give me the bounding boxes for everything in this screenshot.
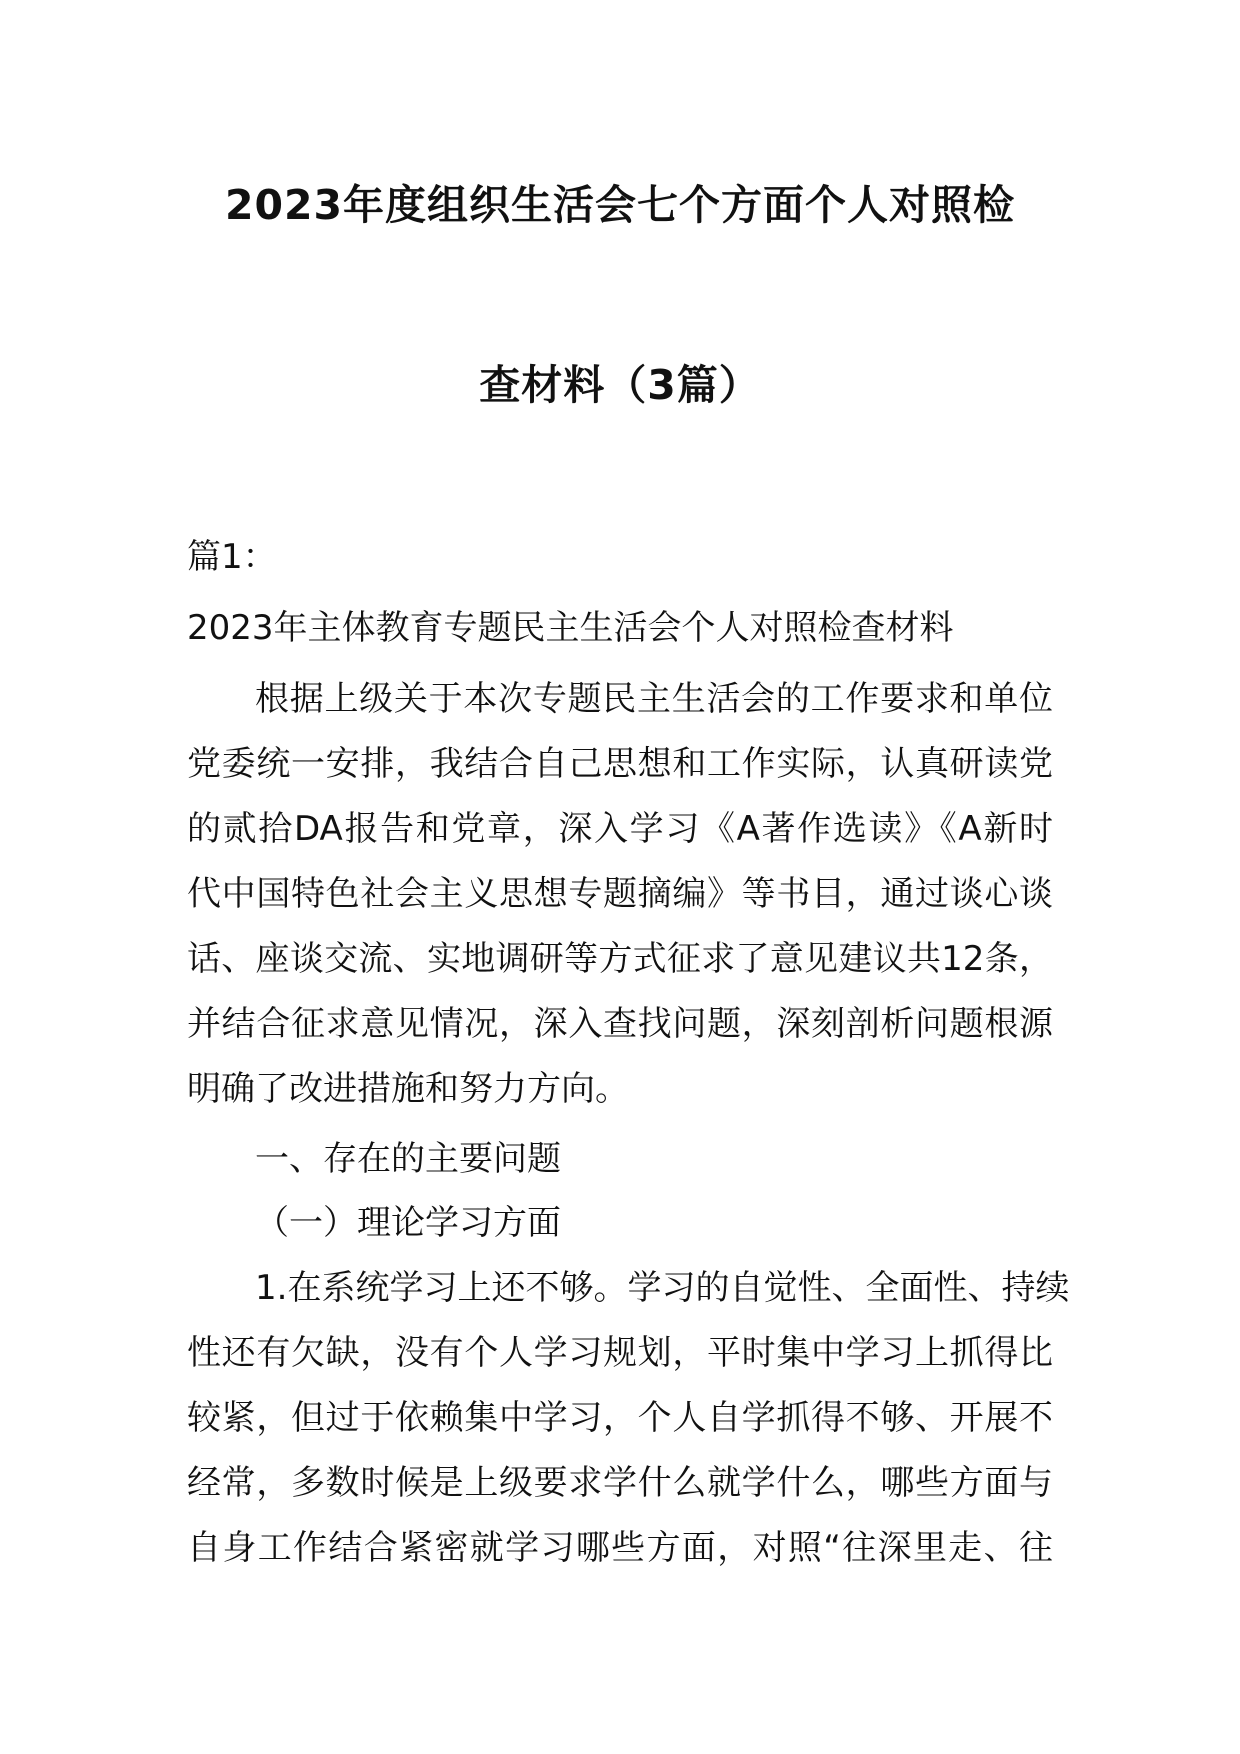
- item-paragraph-line: 自身工作结合紧密就学习哪些方面，对照“往深里走、往: [187, 1528, 1053, 1568]
- item-paragraph-line: 较紧，但过于依赖集中学习，个人自学抓得不够、开展不: [187, 1398, 1053, 1438]
- section-heading: 一、存在的主要问题: [255, 1139, 561, 1179]
- subtitle: 2023年主体教育专题民主生活会个人对照检查材料: [187, 608, 954, 648]
- document-title-line-2: 查材料（3篇）: [479, 361, 761, 409]
- intro-paragraph-line: 代中国特色社会主义思想专题摘编》等书目，通过谈心谈: [187, 874, 1053, 914]
- item-paragraph-line: 1.在系统学习上还不够。学习的自觉性、全面性、持续: [255, 1268, 1070, 1308]
- section-label: 篇1：: [187, 537, 277, 577]
- document-title-line-1: 2023年度组织生活会七个方面个人对照检: [224, 181, 1016, 229]
- intro-paragraph-line: 根据上级关于本次专题民主生活会的工作要求和单位: [255, 679, 1053, 719]
- intro-paragraph-line: 明确了改进措施和努力方向。: [187, 1069, 629, 1109]
- intro-paragraph-line: 党委统一安排，我结合自己思想和工作实际，认真研读党: [187, 744, 1053, 784]
- intro-paragraph-line: 并结合征求意见情况，深入查找问题，深刻剖析问题根源: [187, 1004, 1053, 1044]
- intro-paragraph-line: 的贰拾DA报告和党章，深入学习《A著作选读》《A新时: [187, 809, 1053, 849]
- subsection-heading: （一）理论学习方面: [255, 1203, 561, 1243]
- item-paragraph-line: 性还有欠缺，没有个人学习规划，平时集中学习上抓得比: [187, 1333, 1053, 1373]
- intro-paragraph-line: 话、座谈交流、实地调研等方式征求了意见建议共12条，: [187, 939, 1053, 979]
- item-paragraph-line: 经常，多数时候是上级要求学什么就学什么，哪些方面与: [187, 1463, 1053, 1503]
